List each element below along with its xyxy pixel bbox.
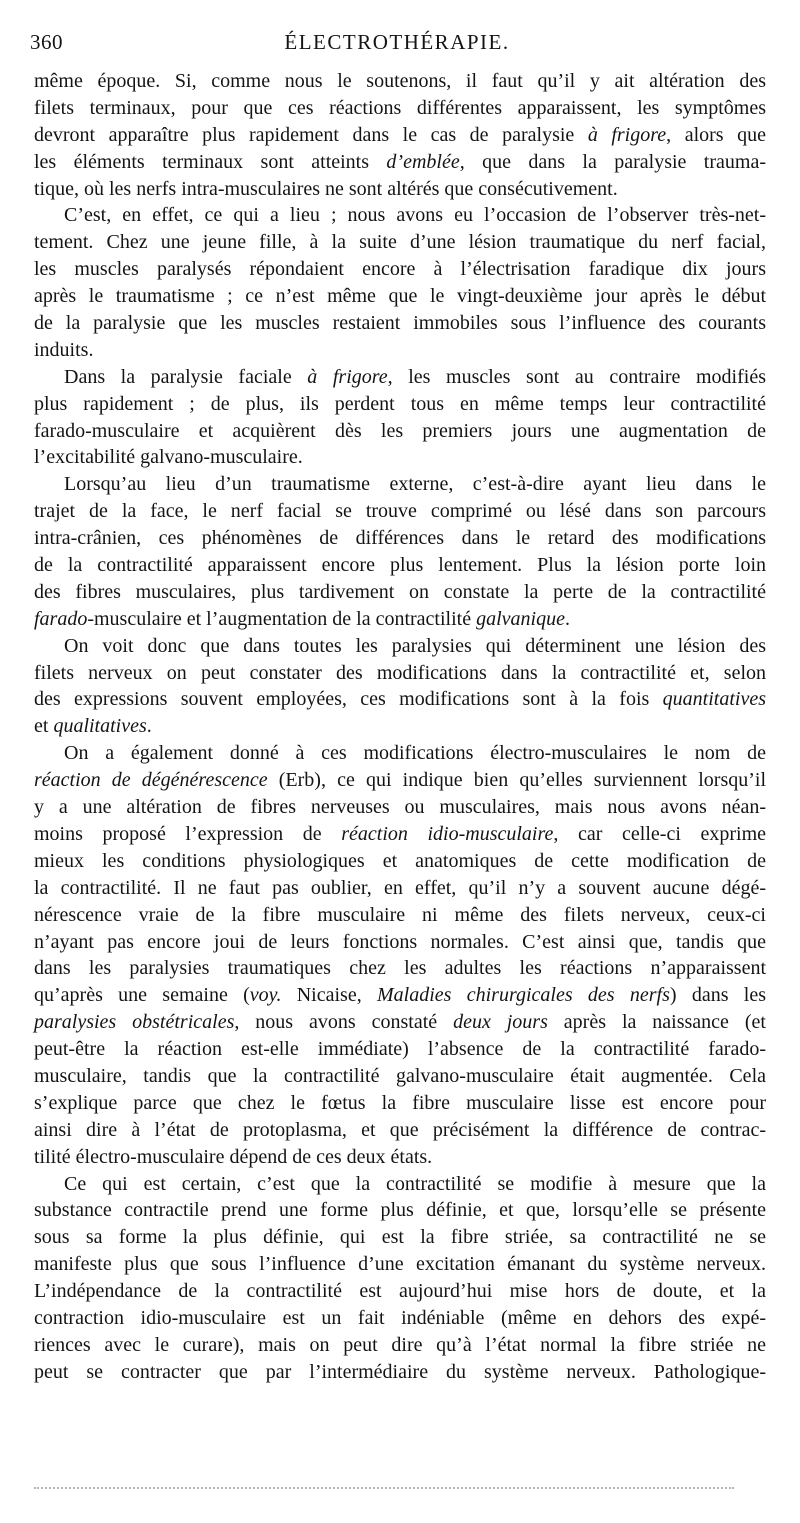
text-line	[34, 364, 766, 391]
italic-text: à frigore	[307, 365, 388, 388]
text-line	[34, 391, 766, 418]
text-line	[34, 686, 766, 713]
italic-text: deux jours	[453, 1011, 548, 1034]
text-line	[34, 229, 766, 256]
text-segment: manifeste plus que sous l’influence d’une excitation émanant du système nerveux.	[34, 1253, 766, 1276]
text-segment: y a une altération de fibres nerveuses ou musculaires, mais nous avons néan-	[34, 796, 766, 819]
text-line	[34, 1251, 766, 1278]
text-segment: Dans la paralysie faciale	[64, 365, 308, 388]
italic-text: réaction de dégénérescence	[34, 769, 268, 792]
text-segment: plus rapidement ; de plus, ils perdent tous en même temps leur contractilité	[34, 392, 766, 415]
text-line	[34, 418, 766, 445]
text-segment: farado-musculaire et acquièrent dès les premiers jours une augmentation de	[34, 419, 766, 442]
body-text	[34, 68, 766, 1386]
italic-text: voy.	[249, 984, 282, 1007]
text-line	[34, 1305, 766, 1332]
text-segment: dans les paralysies traumatiques chez les adultes les réactions n’apparaissent	[34, 957, 766, 980]
italic-text: qualitatives	[53, 715, 147, 738]
text-line	[34, 740, 766, 767]
text-line	[34, 1224, 766, 1251]
text-segment: tique, où les nerfs intra-musculaires ne sont altérés que consécutivement.	[34, 177, 618, 200]
text-line	[34, 1090, 766, 1117]
text-segment: les muscles paralysés répondaient encore à l’électrisation faradique dix jours	[34, 258, 766, 281]
text-line	[34, 579, 766, 606]
text-segment: Nicaise,	[281, 984, 377, 1007]
italic-text: farado	[34, 607, 88, 630]
text-segment: tilité électro-musculaire dépend de ces deux états.	[34, 1145, 433, 1168]
text-line	[34, 283, 766, 310]
italic-text: quantitatives	[662, 688, 766, 711]
text-segment: , car celle-ci exprime	[553, 822, 766, 845]
text-segment: nérescence vraie de la fibre musculaire ni même des filets nerveux, ceux-ci	[34, 903, 766, 926]
text-segment: de la paralysie que les muscles restaient immobiles sous l’influence des courants	[34, 312, 766, 335]
text-line	[34, 149, 766, 176]
text-segment: filets nerveux on peut constater des modifications dans la contractilité et, selon	[34, 661, 766, 684]
text-segment: , nous avons constaté	[234, 1011, 454, 1034]
text-segment: peut se contracter que par l’intermédiaire du système nerveux. Pathologique-	[34, 1360, 766, 1383]
italic-text: d’emblée	[386, 150, 460, 173]
text-line	[34, 310, 766, 337]
text-segment: , les muscles sont au contraire modifiés	[387, 365, 766, 388]
text-line	[34, 552, 766, 579]
text-segment: riences avec le curare), mais on peut dire qu’à l’état normal la fibre striée ne	[34, 1333, 766, 1356]
text-line	[34, 1359, 766, 1386]
text-segment: induits.	[34, 338, 94, 361]
text-segment: devront apparaître plus rapidement dans le cas de paralysie	[34, 123, 588, 146]
text-line	[34, 68, 766, 95]
text-segment: musculaire, tandis que la contractilité galvano-musculaire était augmentée. Cela	[34, 1064, 766, 1087]
text-segment: n’ayant pas encore joui de leurs fonctions normales. C’est ainsi que, tandis que	[34, 930, 766, 953]
text-segment: de la contractilité apparaissent encore plus lentement. Plus la lésion porte loin	[34, 554, 766, 577]
text-segment: Lorsqu’au lieu d’un traumatisme externe, c’est-à-dire ayant lieu dans le	[64, 473, 766, 496]
text-segment: sous sa forme la plus définie, qui est la fibre striée, sa contractilité ne se	[34, 1226, 766, 1249]
text-line	[34, 1117, 766, 1144]
text-segment: la contractilité. Il ne faut pas oublier, en effet, qu’il n’y a souvent aucune dégé-	[34, 876, 766, 899]
text-line	[34, 1144, 766, 1171]
text-segment: Ce qui est certain, c’est que la contractilité se modifie à mesure que la	[64, 1172, 766, 1195]
text-line	[34, 471, 766, 498]
text-segment: C’est, en effet, ce qui a lieu ; nous avons eu l’occasion de l’observer très-net-	[64, 204, 766, 227]
text-segment: , alors que	[666, 123, 766, 146]
text-line	[34, 606, 766, 633]
text-segment: même époque. Si, comme nous le soutenons, il faut qu’il y ait altération des	[34, 70, 766, 92]
text-line	[34, 202, 766, 229]
text-line	[34, 256, 766, 283]
italic-text: paralysies obstétricales	[34, 1011, 235, 1034]
text-segment: les éléments terminaux sont atteints	[34, 150, 387, 173]
text-segment: intra-crânien, ces phénomènes de différences dans le retard des modifications	[34, 527, 766, 550]
text-segment: des fibres musculaires, plus tardivement on constate la perte de la contractilité	[34, 580, 766, 603]
text-segment: On voit donc que dans toutes les paralysies qui déterminent une lésion des	[64, 634, 766, 657]
text-segment: ainsi dire à l’état de protoplasma, et que précisément la différence de contrac-	[34, 1118, 766, 1141]
text-segment: mieux les conditions physiologiques et anatomiques de cette modification de	[34, 849, 766, 872]
text-segment: et	[34, 715, 54, 738]
text-line	[34, 929, 766, 956]
text-segment: L’indépendance de la contractilité est aujourd’hui mise hors de doute, et la	[34, 1280, 766, 1303]
text-line	[34, 1063, 766, 1090]
text-line	[34, 1171, 766, 1198]
text-segment: peut-être la réaction est-elle immédiate) l’absence de la contractilité farado-	[34, 1038, 766, 1061]
text-line	[34, 982, 766, 1009]
text-segment: après la naissance (et	[547, 1011, 766, 1034]
text-segment: , que dans la paralysie trauma-	[459, 150, 766, 173]
text-line	[34, 1278, 766, 1305]
italic-text: galvanique	[476, 607, 565, 630]
text-line	[34, 1036, 766, 1063]
text-segment: des expressions souvent employées, ces modifications sont à la fois	[34, 688, 663, 711]
text-line	[34, 1197, 766, 1224]
text-segment: l’excitabilité galvano-musculaire.	[34, 446, 303, 469]
text-segment: .	[146, 715, 152, 738]
footer-rule	[34, 1487, 734, 1489]
italic-text: réaction idio-musculaire	[341, 822, 554, 845]
text-line	[34, 444, 766, 471]
running-title: ÉLECTROTHÉRAPIE.	[284, 30, 510, 54]
italic-text: à frigore	[587, 123, 667, 146]
text-line	[34, 875, 766, 902]
text-line	[34, 794, 766, 821]
text-line	[34, 122, 766, 149]
text-segment: ) dans les	[669, 984, 766, 1007]
text-segment: contraction idio-musculaire est un fait indéniable (même en dehors des expé-	[34, 1306, 766, 1329]
text-line	[34, 767, 766, 794]
text-line	[34, 498, 766, 525]
text-segment: (Erb), ce qui indique bien qu’elles surviennent lorsqu’il	[267, 769, 767, 792]
text-line	[34, 902, 766, 929]
text-line	[34, 1332, 766, 1359]
text-segment: .	[564, 607, 570, 630]
text-line	[34, 525, 766, 552]
text-segment: filets terminaux, pour que ces réactions différentes apparaissent, les symptômes	[34, 96, 766, 119]
text-line	[34, 1009, 766, 1036]
text-segment: substance contractile prend une forme plus définie, et que, lorsqu’elle se présente	[34, 1199, 766, 1222]
text-line	[34, 176, 766, 203]
text-segment: après le traumatisme ; ce n’est même que le vingt-deuxième jour après le début	[34, 285, 766, 308]
text-line	[34, 633, 766, 660]
text-segment: trajet de la face, le nerf facial se trouve comprimé ou lésé dans son parcours	[34, 500, 766, 523]
text-segment: -musculaire et l’augmentation de la contractilité	[87, 607, 477, 630]
text-line	[34, 660, 766, 687]
text-line	[34, 821, 766, 848]
text-line	[34, 713, 766, 740]
text-segment: moins proposé l’expression de	[34, 822, 342, 845]
running-head	[30, 30, 764, 58]
page-number: 360	[30, 30, 63, 54]
text-segment: s’explique parce que chez le fœtus la fibre musculaire lisse est encore pour	[34, 1091, 766, 1114]
text-segment: On a également donné à ces modifications électro-musculaires le nom de	[64, 742, 766, 765]
text-line	[34, 955, 766, 982]
text-segment: tement. Chez une jeune fille, à la suite d’une lésion traumatique du nerf facial,	[34, 231, 766, 254]
text-line	[34, 95, 766, 122]
text-segment: qu’après une semaine (	[34, 984, 250, 1007]
text-line	[34, 337, 766, 364]
text-line	[34, 848, 766, 875]
italic-text: Maladies chirurgicales des nerfs	[377, 984, 670, 1007]
